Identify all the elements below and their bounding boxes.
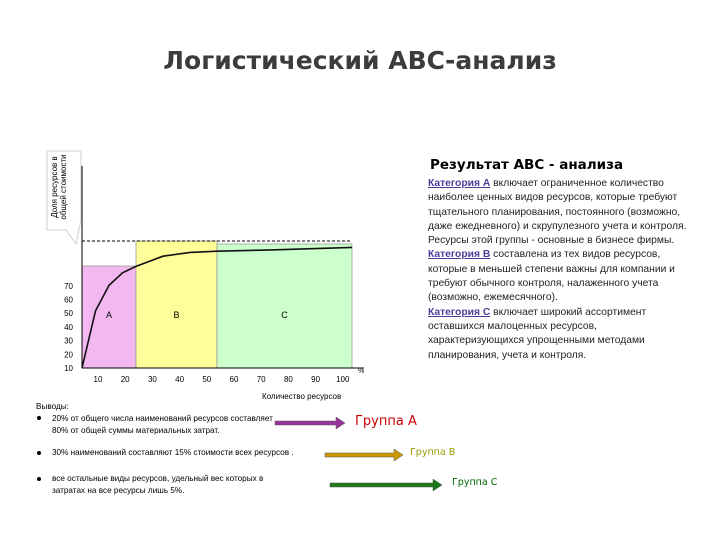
y-tick-label: 50 [64, 309, 73, 319]
zone-label-c: C [281, 310, 288, 320]
group-c-label: Группа С [452, 477, 498, 488]
x-tick-label: 70 [256, 375, 266, 384]
x-tick-label: 10 [93, 375, 103, 384]
x-tick-label: 30 [147, 375, 157, 384]
bullet-icon [37, 477, 41, 481]
conclusion-item-2: 30% наименований составляют 15% стоимости всех ресурсов . [52, 448, 294, 457]
zone-label-b: B [173, 310, 180, 320]
y-tick-label: 10 [64, 364, 73, 373]
conclusion-item-1-line2: 80% от общей суммы материальных затрат. [52, 426, 220, 435]
x-tick-label: 20 [120, 375, 130, 384]
conclusion-item-3-line1: все остальные виды ресурсов, удельный вес которых в [52, 474, 264, 483]
conclusion-item-3-line2: затратах на все ресурсы лишь 5%. [52, 486, 185, 495]
bullet-icon [37, 416, 41, 420]
category-b-text: составлена из тех видов ресурсов, которые в меньшей степени важны для компании и требуют обычного контроля, налаженного учета (возможно, ежемесячного). [428, 249, 675, 304]
x-tick-label: 90 [311, 375, 321, 384]
result-description [428, 177, 690, 363]
category-c-label: Категория С [428, 306, 491, 318]
x-tick-label: 50 [202, 375, 212, 384]
x-tick-label: 100 [336, 375, 350, 384]
zone-c [217, 244, 352, 368]
y-tick-label: 30 [64, 336, 73, 346]
group-b-arrow [325, 449, 403, 461]
y-tick-label: 70 [64, 281, 73, 291]
category-a-text: включает ограниченное количество наиболее ценных видов ресурсов, которые требуют тщательного планирования, постоянного (возможно, даже ежедневного) и скрупулезного учета и контроля. Ресурсы этой группы - основные в бизнесе фирмы. [428, 178, 687, 247]
category-b-label: Категория В [428, 249, 491, 261]
y-axis-label: Доля ресурсов в общей стоимости [50, 154, 68, 220]
x-tick-label: 60 [229, 375, 239, 384]
y-tick-label: 60 [64, 295, 73, 305]
category-c-text: включает широкий ассортимент оставшихся малоценных ресурсов, характеризующихся упрощенными методами планирования, учета и контроля. [428, 306, 647, 361]
group-a-label: Группа А [355, 414, 417, 429]
group-c-arrow [330, 479, 442, 491]
category-a-label: Категория А [428, 178, 491, 189]
page-title: Логистический АВС-анализ [163, 46, 557, 75]
result-title: Результат АВС - анализа [430, 157, 624, 173]
group-a-arrow [275, 417, 345, 429]
x-tick-label: 40 [175, 375, 185, 384]
bullet-icon [37, 451, 41, 455]
percent-label: % [358, 368, 365, 375]
x-axis-label: Количество ресурсов [262, 392, 342, 401]
conclusions-heading: Выводы: [36, 402, 69, 411]
zone-label-a: A [105, 310, 113, 320]
y-tick-label: 40 [64, 322, 73, 332]
y-tick-label: 20 [64, 350, 73, 360]
x-tick-label: 80 [283, 375, 293, 384]
conclusion-item-1-line1: 20% от общего числа наименований ресурсов составляет [52, 414, 273, 423]
zone-b [136, 241, 217, 368]
group-b-label: Группа В [410, 447, 456, 458]
